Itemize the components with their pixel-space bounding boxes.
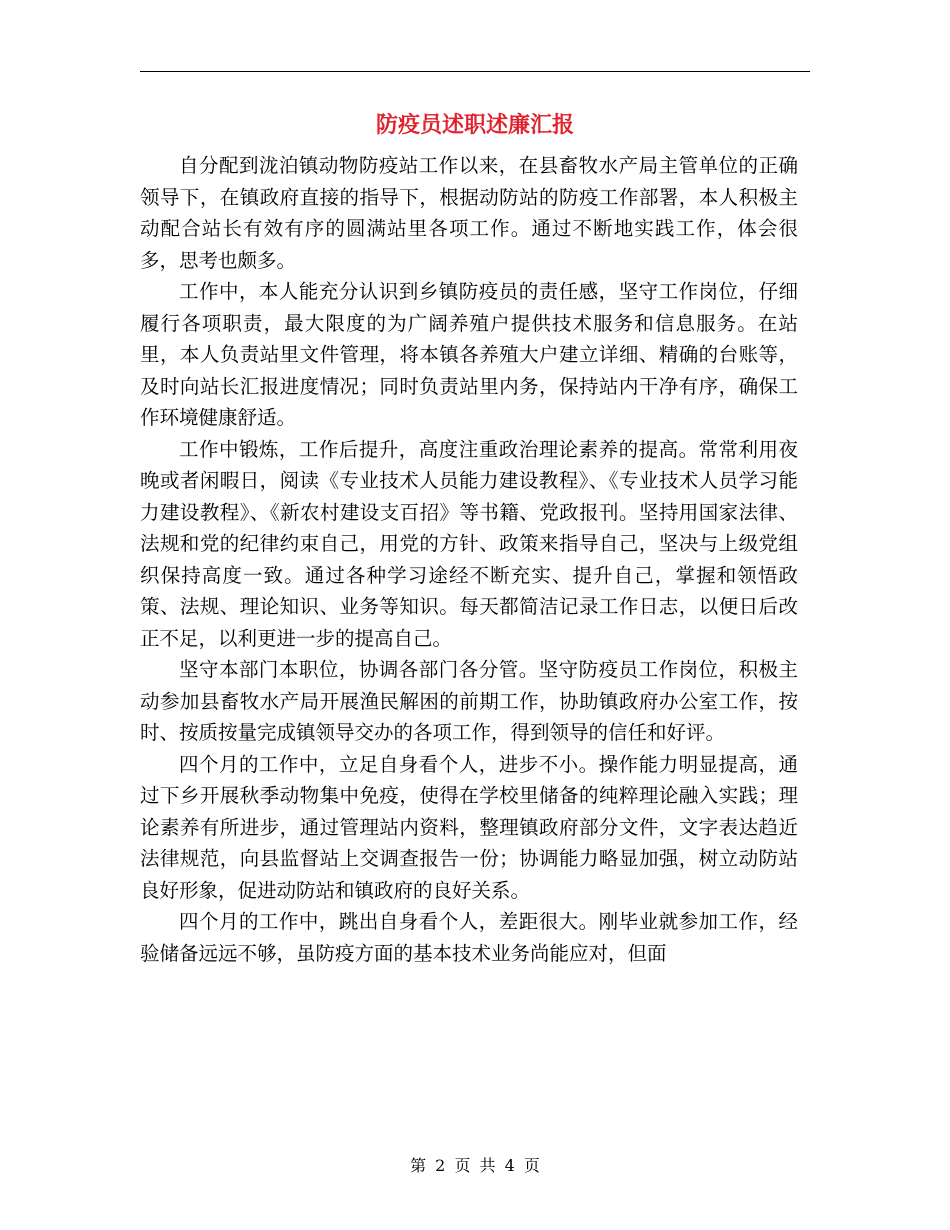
paragraph: 坚守本部门本职位，协调各部门各分管。坚守防疫员工作岗位，积极主动参加县畜牧水产局开展渔民解困的前期工作，协助镇政府办公室工作，按时、按质按量完成镇领导交办的各项工作，得到领导的信任和好评。 (140, 658, 798, 744)
document-body (140, 150, 798, 969)
paragraph: 工作中，本人能充分认识到乡镇防疫员的责任感，坚守工作岗位，仔细履行各项职责，最大限度的为广阔养殖户提供技术服务和信息服务。在站里，本人负责站里文件管理，将本镇各养殖大户建立详细、精确的台账等，及时向站长汇报进度情况；同时负责站里内务，保持站内干净有序，确保工作环境健康舒适。 (140, 280, 798, 429)
document-title: 防疫员述职述廉汇报 (375, 112, 574, 138)
paragraph: 工作中锻炼，工作后提升，高度注重政治理论素养的提高。常常利用夜晚或者闲暇日，阅读《专业技术人员能力建设教程》、《专业技术人员学习能力建设教程》、《新农村建设支百招》等书籍、党政报刊。坚持用国家法律、法规和党的纪律约束自己，用党的方针、政策来指导自己，坚决与上级党组织保持高度一致。通过各种学习途经不断充实、提升自己，掌握和领悟政策、法规、理论知识、业务等知识。每天都简洁记录工作日志，以便日后改正不足，以利更进一步的提高自己。 (140, 437, 798, 650)
paragraph: 四个月的工作中，跳出自身看个人，差距很大。刚毕业就参加工作，经验储备远远不够，虽防疫方面的基本技术业务尚能应对，但面 (140, 910, 798, 965)
paragraph: 四个月的工作中，立足自身看个人，进步不小。操作能力明显提高，通过下乡开展秋季动物集中免疫，使得在学校里储备的纯粹理论融入实践；理论素养有所进步，通过管理站内资料，整理镇政府部分文件，文字表达趋近法律规范，向县监督站上交调查报告一份；协调能力略显加强，树立动防站良好形象，促进动防站和镇政府的良好关系。 (140, 752, 798, 902)
header-rule (140, 71, 810, 72)
page-footer: 第 2 页 共 4 页 (410, 1156, 540, 1175)
paragraph: 自分配到泷泊镇动物防疫站工作以来，在县畜牧水产局主管单位的正确领导下，在镇政府直接的指导下，根据动防站的防疫工作部署，本人积极主动配合站长有效有序的圆满站里各项工作。通过不断地实践工作，体会很多，思考也颇多。 (140, 154, 798, 272)
